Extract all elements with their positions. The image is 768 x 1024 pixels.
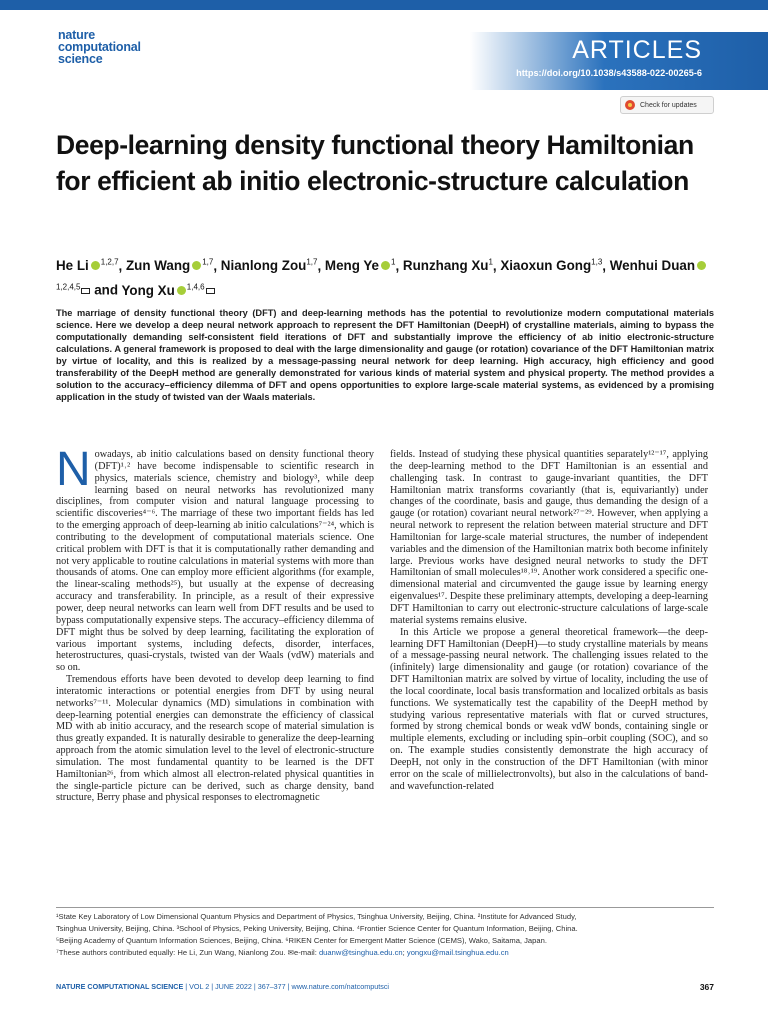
author-affiliation: 1 <box>488 258 493 267</box>
author[interactable] <box>126 258 213 273</box>
section-label: ARTICLES <box>572 36 702 64</box>
paragraph-1-text: owadays, ab initio calculations based on density functional theory (DFT)¹˒² have become indispensable to scientific research in physics, materials science, chemistry and biology³, while deep learning based on neural networks has revolutionized many disciplines, from computer vision and natural language processing to scientific discoveries⁴⁻⁶. The marriage of these two important fields has led to the emerging approach of deep-learning ab initio calculations⁷⁻²⁴, which is contributing to the development of computational materials science. One critical problem with DFT is that it is computationally rather demanding and not very applicable to routine calculations in material systems with more than thousands of atoms. One can employ more efficient algorithms (for example, the linear-scaling methods²⁵), but usually at the expense of decreasing accuracy and transferability. In principle, as a result of their expressive power, deep neural networks can learn well from DFT results and be used to bypass computationally expensive steps. The accuracy–efficiency dilemma of DFT might thus be solved by deep learning, facilitating the exploration of various important systems, including defects, disorder, interfaces, heterostructures, quasi-crystals, twisted van der Waals (vdW) materials and so on. <box>56 449 374 674</box>
author-name: Wenhui Duan <box>609 258 696 274</box>
email-link-xu[interactable]: yongxu@mail.tsinghua.edu.cn <box>406 948 509 957</box>
orcid-icon[interactable] <box>177 286 186 295</box>
paragraph-4: In this Article we propose a general theoretical framework—the deep-learning DFT Hamiltonian (DeepH)—to study crystalline materials by means of a message-passing neural network. The challenging issues related to the (infinitely) large dimensionality and gauge (or rotation) covariance of the DFT Hamiltonian matrix are solved by virtue of locality, including the use of the local coordinate, local basis transformation and localized orbitals as basis functions. We systematically test the capability of the DeepH method by studying various representative materials with flat or curved structures, formed by strong chemical bonds or weak vdW bonds, containing single or multiple elements, excluding or including spin–orbit coupling (SOC), and so on. The example studies consistently demonstrate the high accuracy of DeepH, not only in the construction of the DFT Hamiltonian (with minor error on the scale of millielectronvolts), but also in the calculations of band- and wavefunction-related <box>390 626 708 792</box>
author-name: Runzhang Xu <box>402 258 489 274</box>
author-separator: , <box>317 258 325 274</box>
author[interactable] <box>221 258 318 273</box>
email-icon[interactable] <box>206 288 215 294</box>
author-separator: , <box>213 258 221 274</box>
paragraph-2: Tremendous efforts have been devoted to develop deep learning to find interatomic interactions or potential energies from DFT by using neural networks⁷⁻¹¹. Molecular dynamics (MD) simulations in combination with deep-learning potential energies can demonstrate the efficiency of classical MD with ab initio accuracy, and the research scope of material simulation is thus greatly expanded. It is naturally desirable to generalize the deep-learning approach from the atomic simulation level to the level of electronic-structure simulation. The most fundamental quantity to be learned is the DFT Hamiltonian²⁶, from which almost all electron-related physical quantities in the single-particle picture can be derived, such as charge density, band structure, Berry phase and physical responses to electromagnetic <box>56 674 374 804</box>
journal-logo-line3: science <box>58 52 103 66</box>
author[interactable] <box>403 258 493 273</box>
author-name: Yong Xu <box>121 282 175 298</box>
contribution-text: ⁷These authors contributed equally: He Li, Zun Wang, Nianlong Zou. ✉e-mail: <box>56 948 319 957</box>
check-for-updates-label: Check for updates <box>640 101 697 109</box>
author-affiliation: 1,2,7 <box>100 258 119 267</box>
author-list <box>56 252 716 301</box>
author-separator: , <box>602 258 610 274</box>
author-affiliation: 1,4,6 <box>186 282 205 292</box>
article-title: Deep-learning density functional theory Hamiltonian for efficient ab initio electronic-structure calculation <box>56 130 694 196</box>
author-affiliation: 1,3 <box>591 258 603 267</box>
contribution-line <box>56 947 716 959</box>
author-affiliation: 1,7 <box>306 258 318 267</box>
author-separator: , <box>395 258 403 274</box>
affiliation-line: ⁵Beijing Academy of Quantum Information Sciences, Beijing, China. ⁶RIKEN Center for Emergent Matter Science (CEMS), Wako, Saitama, Japan. <box>56 936 547 945</box>
author-affiliation: 1,2,4,5 <box>56 282 81 292</box>
author-name: Nianlong Zou <box>220 258 307 274</box>
email-link-duan[interactable]: duanw@tsinghua.edu.cn <box>318 948 403 957</box>
paragraph-1 <box>56 443 374 674</box>
drop-cap: N <box>56 443 91 496</box>
author[interactable] <box>325 258 396 273</box>
paragraph-3: fields. Instead of studying these physical quantities separately¹²⁻¹⁷, applying the deep-learning method to the DFT Hamiltonian is an essential and challenging task. In contrast to gauge-invariant quantities, the DFT Hamiltonian matrix transforms covariantly (that is, equivariantly) under changes of the coordinate, basis and gauge, thus demanding the design of a gauge (or rotation) covariant neural network²⁷⁻²⁹. However, when applying a neural network to represent the relation between material structure and DFT Hamiltonian for large-scale material structures, the number of independent variables and the dimension of the Hamiltonian matrix both become infinitely large. Previous works have designed neural networks to study the DFT Hamiltonian of small molecules¹⁸˒¹⁹. Another work considered a specific one-dimensional material and circumvented the gauge issue by learning energy eigenvalues¹⁷. Despite these preliminary attempts, developing a deep-learning DFT Hamiltonian to carry out electronic-structure calculations of large-scale material systems remains elusive. <box>390 449 708 626</box>
author[interactable] <box>500 258 602 273</box>
footer-citation <box>56 982 389 992</box>
crossmark-icon <box>625 100 635 110</box>
abstract: The marriage of density functional theory (DFT) and deep-learning methods has the potential to revolutionize modern computational materials science. Here we develop a deep neural network approach to represent the DFT Hamiltonian (DeepH) of crystalline materials, aiming to bypass the computationally demanding self-consistent field iterations of DFT and substantially improve the efficiency of ab initio electronic-structure calculations. A general framework is proposed to deal with the large dimensionality and gauge (or rotation) covariance of the DFT Hamiltonian matrix by virtue of locality, and this is realized by a message-passing neural network for deep learning. High accuracy, high efficiency and good transferability of the DeepH method are generally demonstrated for various kinds of material system and physical property. The method provides a solution to the accuracy–efficiency dilemma of DFT and opens opportunities to explore large-scale material systems, as evidenced by a promising application in the study of twisted van der Waals materials. <box>56 308 714 402</box>
footer-journal: NATURE COMPUTATIONAL SCIENCE <box>56 982 184 991</box>
journal-logo-line1: nature <box>58 28 96 42</box>
body-column-left <box>56 443 374 804</box>
author-separator: , <box>118 258 126 274</box>
orcid-icon[interactable] <box>697 261 706 270</box>
author-separator: and <box>90 282 122 298</box>
author-name: Meng Ye <box>324 258 380 274</box>
affiliation-line: ¹State Key Laboratory of Low Dimensional Quantum Physics and Department of Physics, Tsinghua University, Beijing, China. ²Institute for Advanced Study, <box>56 912 577 921</box>
author[interactable] <box>121 283 214 298</box>
email-icon[interactable] <box>81 288 90 294</box>
author-name: Zun Wang <box>126 258 191 274</box>
body-column-right <box>390 449 708 792</box>
orcid-icon[interactable] <box>192 261 201 270</box>
top-color-bar <box>0 0 768 10</box>
orcid-icon[interactable] <box>91 261 100 270</box>
journal-logo-line2: computational <box>58 40 141 54</box>
affiliation-line: Tsinghua University, Beijing, China. ³School of Physics, Peking University, Beijing, China. ⁴Frontier Science Center for Quantum Information, Beijing, China. <box>56 924 578 933</box>
page-footer <box>56 982 714 992</box>
footer-volume-info[interactable]: | VOL 2 | JUNE 2022 | 367–377 | www.nature.com/natcomputsci <box>183 982 390 991</box>
author-affiliation: 1,7 <box>202 258 214 267</box>
author-name: Xiaoxun Gong <box>500 258 592 274</box>
author-name: He Li <box>56 258 89 274</box>
author-separator: , <box>492 258 501 274</box>
author-affiliation: 1 <box>391 258 396 267</box>
page-number: 367 <box>699 982 714 992</box>
doi-link[interactable]: https://doi.org/10.1038/s43588-022-00265-6 <box>516 68 702 78</box>
affiliations <box>56 911 716 959</box>
footnote-divider <box>56 907 714 908</box>
check-for-updates-button[interactable] <box>620 96 714 114</box>
author[interactable] <box>56 258 119 273</box>
email-separator: ; <box>402 948 407 957</box>
orcid-icon[interactable] <box>381 261 390 270</box>
